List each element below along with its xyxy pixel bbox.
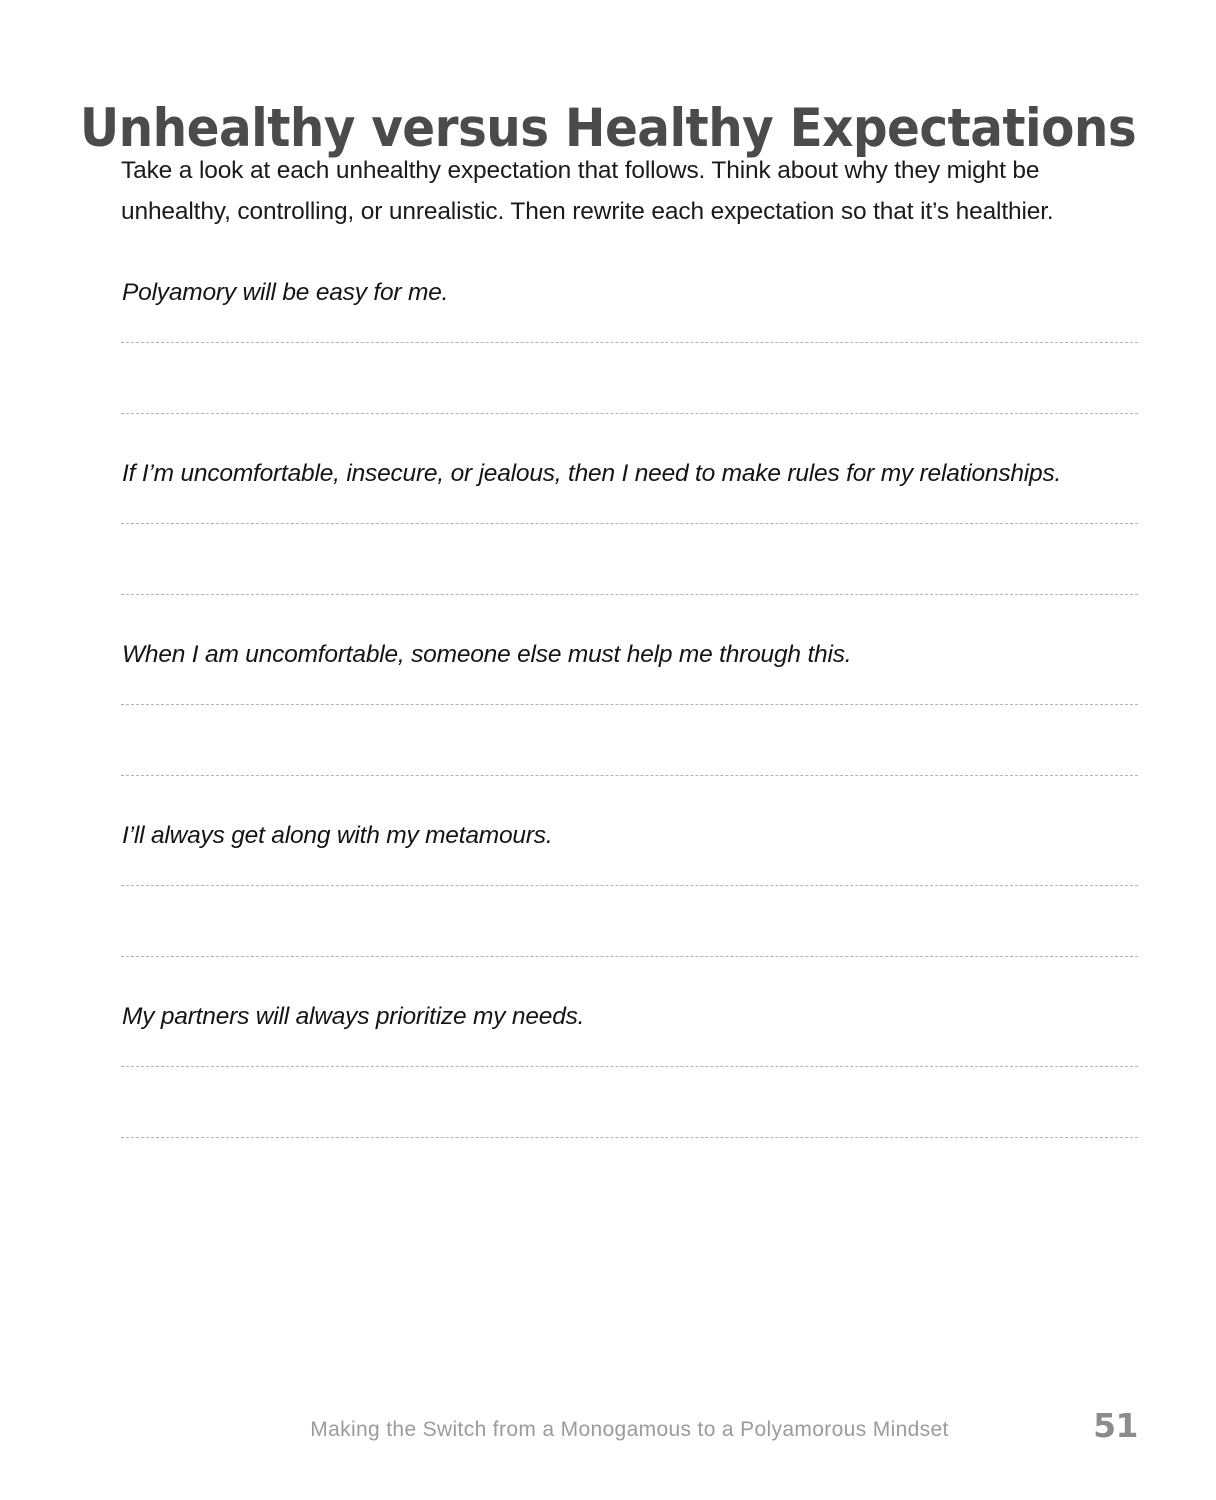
answer-write-line[interactable] [121,704,1138,705]
prompt-block [121,458,1138,595]
answer-write-line[interactable] [121,342,1138,343]
prompt-block [121,1001,1138,1138]
page-number: 51 [1093,1406,1138,1445]
prompt-list [121,277,1138,1138]
prompt-block [121,639,1138,776]
prompt-statement: When I am uncomfortable, someone else must help me through this. [122,641,852,668]
prompt-statement: Polyamory will be easy for me. [122,279,449,306]
answer-write-line[interactable] [121,1066,1138,1067]
answer-area[interactable] [121,342,1138,414]
prompt-statement: I’ll always get along with my metamours. [122,822,553,849]
answer-write-line[interactable] [121,885,1138,886]
answer-write-line[interactable] [121,523,1138,524]
page-content [121,150,1138,1138]
instructions-paragraph: Take a look at each unhealthy expectation that follows. Think about why they might be unhealthy, controlling, or unrealistic. Then rewrite each expectation so that it’s healthier. [121,157,1054,225]
footer-chapter-title: Making the Switch from a Monogamous to a Polyamorous Mindset [310,1418,949,1441]
prompt-block [121,277,1138,414]
page-footer [121,1406,1138,1452]
answer-write-line[interactable] [121,413,1138,414]
answer-area[interactable] [121,1066,1138,1138]
prompt-statement: My partners will always prioritize my needs. [122,1003,585,1030]
answer-write-line[interactable] [121,1137,1138,1138]
answer-write-line[interactable] [121,956,1138,957]
answer-write-line[interactable] [121,594,1138,595]
answer-write-line[interactable] [121,775,1138,776]
answer-area[interactable] [121,523,1138,595]
answer-area[interactable] [121,704,1138,776]
page-title: Unhealthy versus Healthy Expectations [79,97,1137,159]
answer-area[interactable] [121,885,1138,957]
prompt-block [121,820,1138,957]
prompt-statement: If I’m uncomfortable, insecure, or jealous, then I need to make rules for my relationships. [122,460,1062,487]
